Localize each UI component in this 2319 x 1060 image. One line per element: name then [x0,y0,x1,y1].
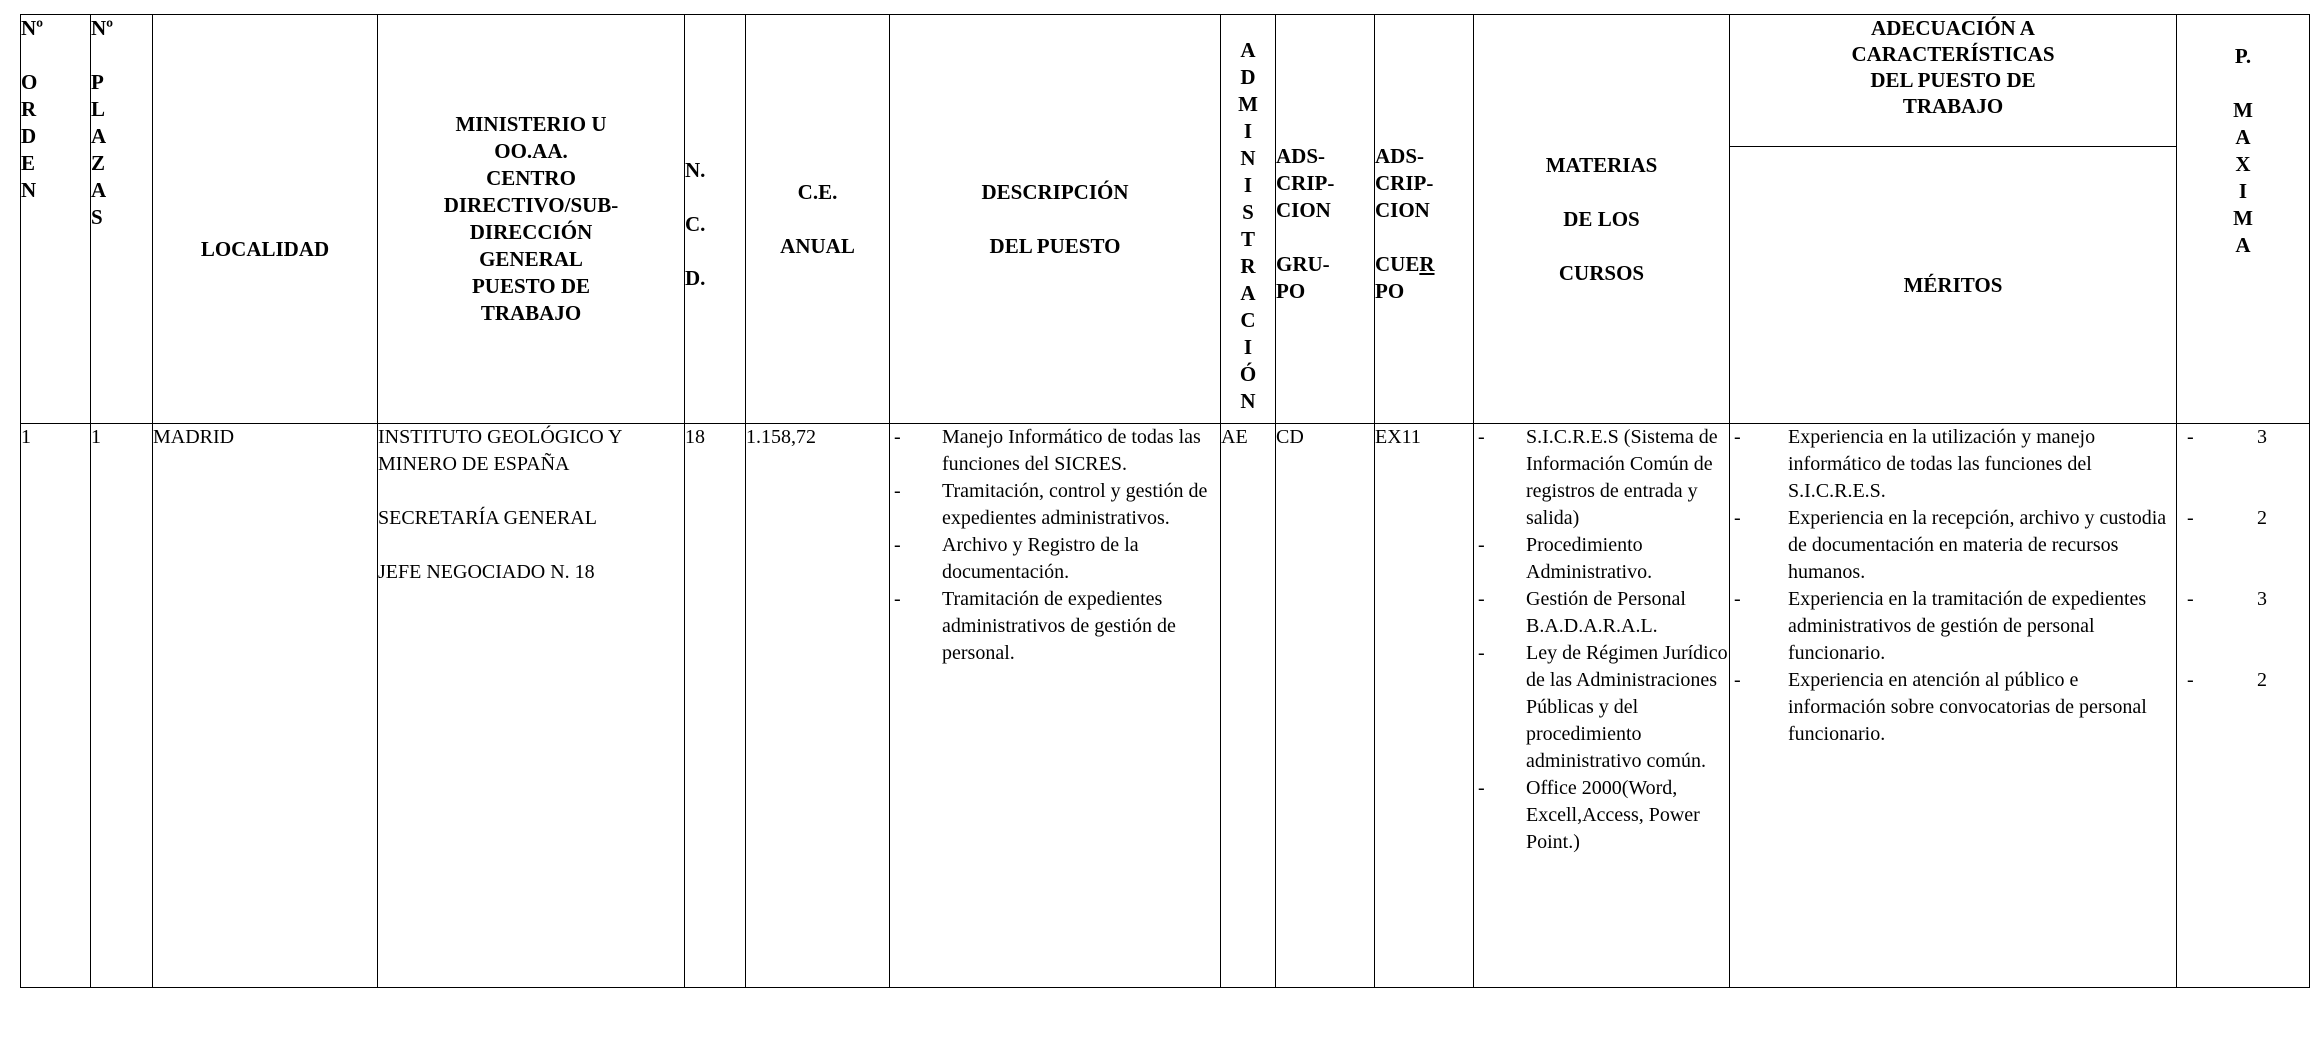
header-line: DIRECTIVO/SUB- [443,193,619,217]
cell-cuerpo [1375,424,1474,988]
cell-ncd [685,424,746,988]
header-administracion-letters [1221,37,1275,415]
list-item: - S.I.C.R.E.S (Sistema de Información Común de registros de entrada y salida) [1474,424,1729,532]
meritos-list [1730,424,2176,748]
header-ministerio [378,15,685,424]
header-line: PO [1375,279,1405,303]
header-letter: T [1240,227,1255,251]
header-ce-anual [746,15,890,424]
header-ce-lines [746,165,889,273]
header-line: PUESTO DE [471,274,591,298]
cell-ministerio [378,424,685,988]
cell-puntuacion [2177,424,2310,988]
header-letter: L [91,97,106,121]
ministerio-puesto: JEFE NEGOCIADO N. 18 [378,561,595,583]
header-descripcion-lines [890,165,1220,273]
header-letter: C [1240,308,1256,332]
header-letter: S [91,205,103,229]
orden-value: 1 [21,426,31,448]
cuerpo-value: EX11 [1375,426,1421,448]
vacancy-table [20,14,2310,988]
header-cuerpo-lines [1375,143,1473,305]
header-line: CRIP- [1276,171,1335,195]
header-line: D. [685,266,706,290]
header-materias-lines [1474,138,1729,300]
list-item: - Experiencia en la tramitación de expedientes administrativos de gestión de personal funcionario. [1730,586,2176,667]
header-meritos [1730,147,2177,424]
cell-descripcion [890,424,1221,988]
descripcion-list [890,424,1220,667]
header-line: C. [685,212,706,236]
header-letter: M [2233,206,2253,230]
header-letter: I [2238,179,2248,203]
plazas-value: 1 [91,426,101,448]
header-line: CION [1276,198,1331,222]
header-orden-top: Nº [21,16,44,40]
cell-localidad [153,424,378,988]
header-letter: A [1240,38,1256,62]
header-adecuacion [1730,15,2177,147]
header-materias [1474,15,1730,424]
header-line: CION [1375,198,1430,222]
header-line: OO.AA. [494,139,568,163]
header-letter: A [91,124,107,148]
materias-list [1474,424,1729,856]
cell-plazas [91,424,153,988]
header-letter: E [21,151,36,175]
list-item: - Gestión de Personal B.A.D.A.R.A.L. [1474,586,1729,640]
header-plazas [91,15,153,424]
cell-ce-anual [746,424,890,988]
header-letter: N [1240,146,1256,170]
header-adecuacion-lines [1730,15,2176,119]
header-letter: A [1240,281,1256,305]
header-letter: R [1240,254,1256,278]
ce-anual-value: 1.158,72 [746,426,816,448]
list-item: - 3 [2177,424,2309,451]
list-item: - Archivo y Registro de la documentación. [890,532,1220,586]
header-plazas-letters [91,69,152,231]
cell-grupo [1276,424,1375,988]
header-line: C.E. [797,180,838,204]
ministerio-subdireccion: SECRETARÍA GENERAL [378,507,597,529]
puntuacion-list [2177,424,2309,694]
list-item: - Office 2000(Word, Excell,Access, Power Point.) [1474,775,1729,856]
header-line: ANUAL [780,234,855,258]
cell-orden [21,424,91,988]
header-meritos-text: MÉRITOS [1903,272,2003,297]
header-line: ADS- [1375,144,1425,168]
header-p-top: P. [2234,44,2252,68]
list-item: - Procedimiento Administrativo. [1474,532,1729,586]
list-item: - 2 [2177,667,2309,694]
header-line: DIRECCIÓN [469,220,593,244]
header-line: DESCRIPCIÓN [981,180,1129,204]
header-letter: O [21,70,38,94]
header-ministerio-lines [378,111,684,327]
header-letter: D [21,124,37,148]
cell-meritos [1730,424,2177,988]
administracion-value: AE [1221,426,1248,448]
header-letter: I [1243,335,1253,359]
header-descripcion [890,15,1221,424]
header-line: CURSOS [1558,261,1645,285]
header-orden-letters [21,69,90,204]
header-underlined-letter: R [1419,252,1435,276]
header-line: CUER [1375,252,1435,276]
list-item: - Ley de Régimen Jurídico de las Administraciones Públicas y del procedimiento administrativo común. [1474,640,1729,775]
list-item: - Tramitación de expedientes administrativos de gestión de personal. [890,586,1220,667]
header-orden [21,15,91,424]
header-line: MINISTERIO U [455,112,607,136]
header-line: ADECUACIÓN A [1871,16,2035,40]
header-letter: N [21,178,37,202]
header-line: GRU- [1276,252,1330,276]
header-letter: I [1243,173,1253,197]
header-maxima-letters [2177,97,2309,259]
header-letter: D [1240,65,1256,89]
header-line: CENTRO [486,166,576,190]
header-letter: Ó [1239,362,1257,386]
header-letter: A [91,178,107,202]
header-cuerpo [1375,15,1474,424]
list-item: - Experiencia en la recepción, archivo y custodia de documentación en materia de recursos humanos. [1730,505,2176,586]
header-p-maxima [2177,15,2310,424]
grupo-value: CD [1276,426,1304,448]
header-ncd [685,15,746,424]
localidad-value: MADRID [153,426,235,448]
header-administracion [1221,15,1276,424]
list-item: - Experiencia en la utilización y manejo informático de todas las funciones del S.I.C.R.E.S. [1730,424,2176,505]
header-line: DEL PUESTO [989,234,1121,258]
list-item: - 3 [2177,586,2309,613]
header-line: DE LOS [1563,207,1640,231]
header-line: CRIP- [1375,171,1434,195]
header-line: ADS- [1276,144,1326,168]
header-line: TRABAJO [480,301,582,325]
header-line: DEL PUESTO DE [1870,68,2036,92]
header-localidad [153,15,378,424]
cell-materias [1474,424,1730,988]
ncd-value: 18 [685,426,705,448]
header-localidad-text: LOCALIDAD [200,236,330,261]
header-letter: N [1240,389,1256,413]
header-letter: S [1242,200,1254,224]
header-letter: P [91,70,104,94]
table-row [21,424,2310,988]
header-letter: M [2233,98,2253,122]
header-letter: Z [91,151,106,175]
header-letter: M [1238,92,1258,116]
header-letter: A [2235,233,2251,257]
header-line: CARACTERÍSTICAS [1851,42,2055,66]
header-plazas-top: Nº [91,16,114,40]
header-line: TRABAJO [1902,94,2004,118]
list-item: - Experiencia en atención al público e información sobre convocatorias de personal funcionario. [1730,667,2176,748]
ministerio-centro: INSTITUTO GEOLÓGICO Y MINERO DE ESPAÑA [378,426,622,475]
header-ncd-lines [685,143,745,305]
header-letter: R [21,97,37,121]
header-grupo-lines [1276,143,1374,305]
header-line: PO [1276,279,1306,303]
header-line: N. [685,158,706,182]
header-line: GENERAL [479,247,583,271]
list-item: - Tramitación, control y gestión de expedientes administrativos. [890,478,1220,532]
header-letter: A [2235,125,2251,149]
header-letter: X [2235,152,2251,176]
list-item: - 2 [2177,505,2309,532]
list-item: - Manejo Informático de todas las funciones del SICRES. [890,424,1220,478]
header-grupo [1276,15,1375,424]
cell-administracion [1221,424,1276,988]
header-letter: I [1243,119,1253,143]
header-line: MATERIAS [1545,153,1658,177]
